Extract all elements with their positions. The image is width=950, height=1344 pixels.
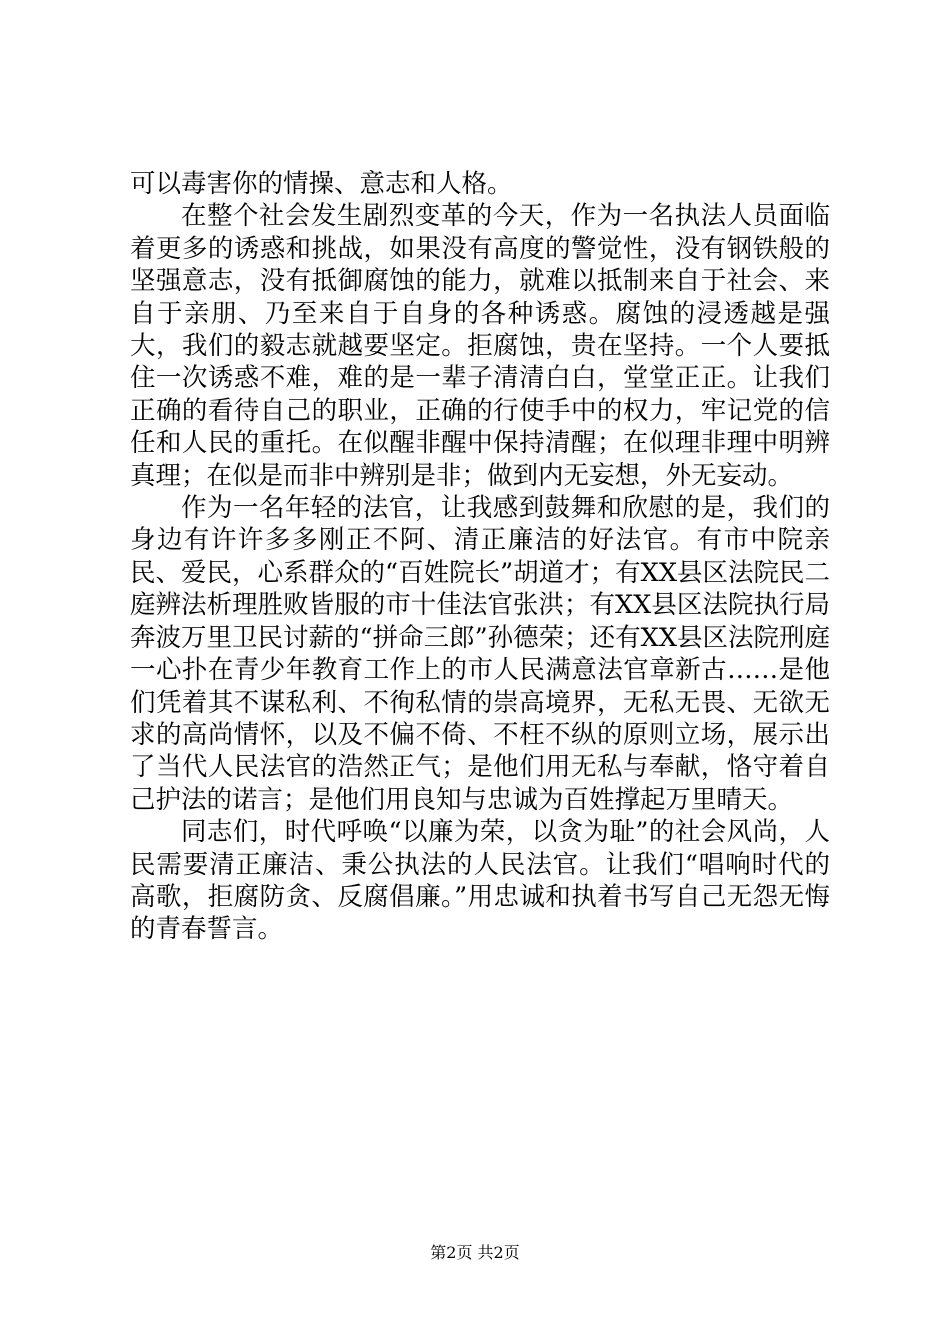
page-number-footer: 第2页 共2页 (430, 1243, 520, 1262)
paragraph-closing: 同志们，时代呼唤“以廉为荣，以贪为耻”的社会风尚，人民需要清正廉洁、秉公执法的人民法官。让我们“唱响时代的高歌，拒腐防贪、反腐倡廉。”用忠诚和执着书写自己无怨无悔的青春誓言。 (130, 817, 830, 945)
paragraph-continuation: 可以毒害你的情操、意志和人格。 (130, 169, 513, 199)
document-body (130, 168, 830, 946)
paragraph-temptation: 在整个社会发生剧烈变革的今天，作为一名执法人员面临着更多的诱惑和挑战，如果没有高度的警觉性，没有钢铁般的坚强意志，没有抵御腐蚀的能力，就难以抵制来自于社会、来自于亲朋、乃至来自于自身的各种诱惑。腐蚀的浸透越是强大，我们的毅志就越要坚定。拒腐蚀，贵在坚持。一个人要抵住一次诱惑不难，难的是一辈子清清白白，堂堂正正。让我们正确的看待自己的职业，正确的行使手中的权力，牢记党的信任和人民的重托。在似醒非醒中保持清醒；在似理非理中明辨真理；在似是而非中辨别是非；做到内无妄想，外无妄动。 (130, 201, 830, 491)
paragraph-role-models: 作为一名年轻的法官，让我感到鼓舞和欣慰的是，我们的身边有许许多多刚正不阿、清正廉洁的好法官。有市中院亲民、爱民，心系群众的“百姓院长”胡道才；有XX县区法院民二庭辨法析理胜败皆服的市十佳法官张洪；有XX县区法院执行局奔波万里卫民讨薪的“拼命三郎”孙德荣；还有XX县区法院刑庭一心扑在青少年教育工作上的市人民满意法官章新古……是他们凭着其不谋私利、不徇私情的崇高境界，无私无畏、无欲无求的高尚情怀，以及不偏不倚、不枉不纵的原则立场，展示出了当代人民法官的浩然正气；是他们用无私与奉献，恪守着自己护法的诺言；是他们用良知与忠诚为百姓撑起万里晴天。 (130, 493, 830, 815)
